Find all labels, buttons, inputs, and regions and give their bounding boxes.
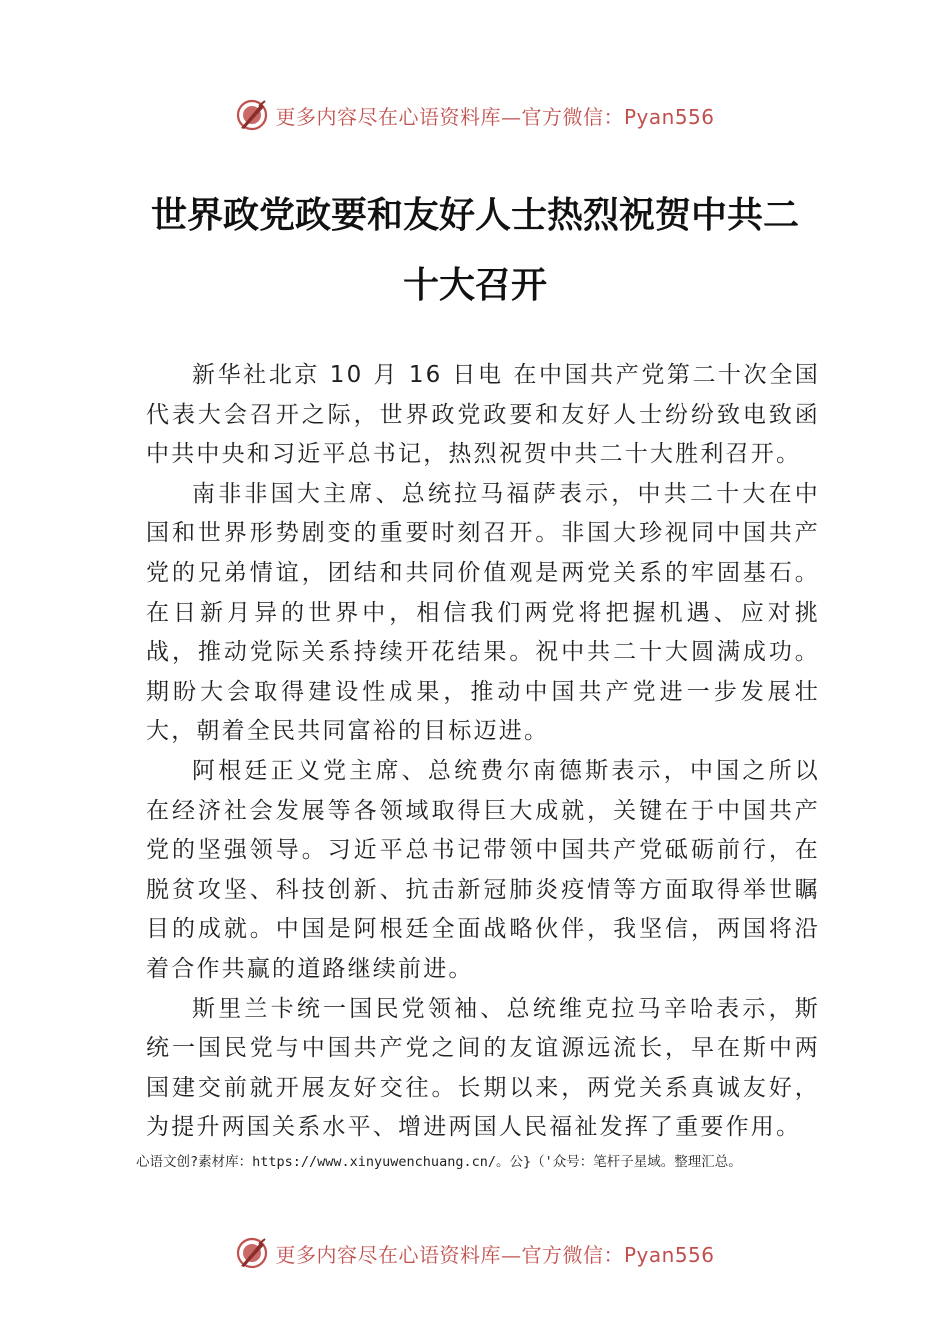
banner-text: 更多内容尽在心语资料库—官方微信：Pyan556 — [275, 1242, 715, 1267]
source-footnote: 心语文创?素材库：https://www.xinyuwenchuang.cn/。公}（'众号：笔杆子星域。整理汇总。 — [136, 1154, 742, 1170]
paragraph-3: 阿根廷正义党主席、总统费尔南德斯表示，中国之所以在经济社会发展等各领域取得巨大成就，关键在于中国共产党的坚强领导。习近平总书记带领中国共产党砥砺前行，在脱贫攻坚、科技创新、抗击新冠肺炎疫情等方面取得举世瞩目的成就。中国是阿根廷全面战略伙伴，我坚信，两国将沿着合作共赢的道路继续前进。 — [146, 757, 820, 982]
quill-seal-icon — [235, 98, 269, 132]
article-body — [146, 356, 820, 1148]
banner-text: 更多内容尽在心语资料库—官方微信：Pyan556 — [275, 104, 715, 129]
paragraph-1: 新华社北京 10 月 16 日电 在中国共产党第二十次全国代表大会召开之际，世界政党政要和友好人士纷纷致电致函中共中央和习近平总书记，热烈祝贺中共二十大胜利召开。 — [146, 362, 820, 468]
paragraph-2: 南非非国大主席、总统拉马福萨表示，中共二十大在中国和世界形势剧变的重要时刻召开。非国大珍视同中国共产党的兄弟情谊，团结和共同价值观是两党关系的牢固基石。 在日新月异的世界中，相信我们两党将把握机遇、应对挑战，推动党际关系持续开花结果。祝中共二十大圆满成功。期盼大会取得建设性成果，推动中国共产党进一步发展壮大，朝着全民共同富裕的目标迈进。 — [146, 480, 820, 745]
paragraph-4: 斯里兰卡统一国民党领袖、总统维克拉马辛哈表示，斯统一国民党与中国共产党之间的友谊源远流长，早在斯中两国建交前就开展友好交往。长期以来，两党关系真诚友好， 为提升两国关系水平、增进两国人民福祉发挥了重要作用。 — [146, 995, 820, 1141]
wechat-id: Pyan556 — [623, 104, 715, 129]
article-title: 世界政党政要和友好人士热烈祝贺中共二十大召开 — [150, 194, 799, 306]
header-banner — [0, 95, 950, 135]
footer-banner — [0, 1233, 950, 1273]
wechat-id: Pyan556 — [623, 1242, 715, 1267]
quill-seal-icon — [235, 1236, 269, 1270]
